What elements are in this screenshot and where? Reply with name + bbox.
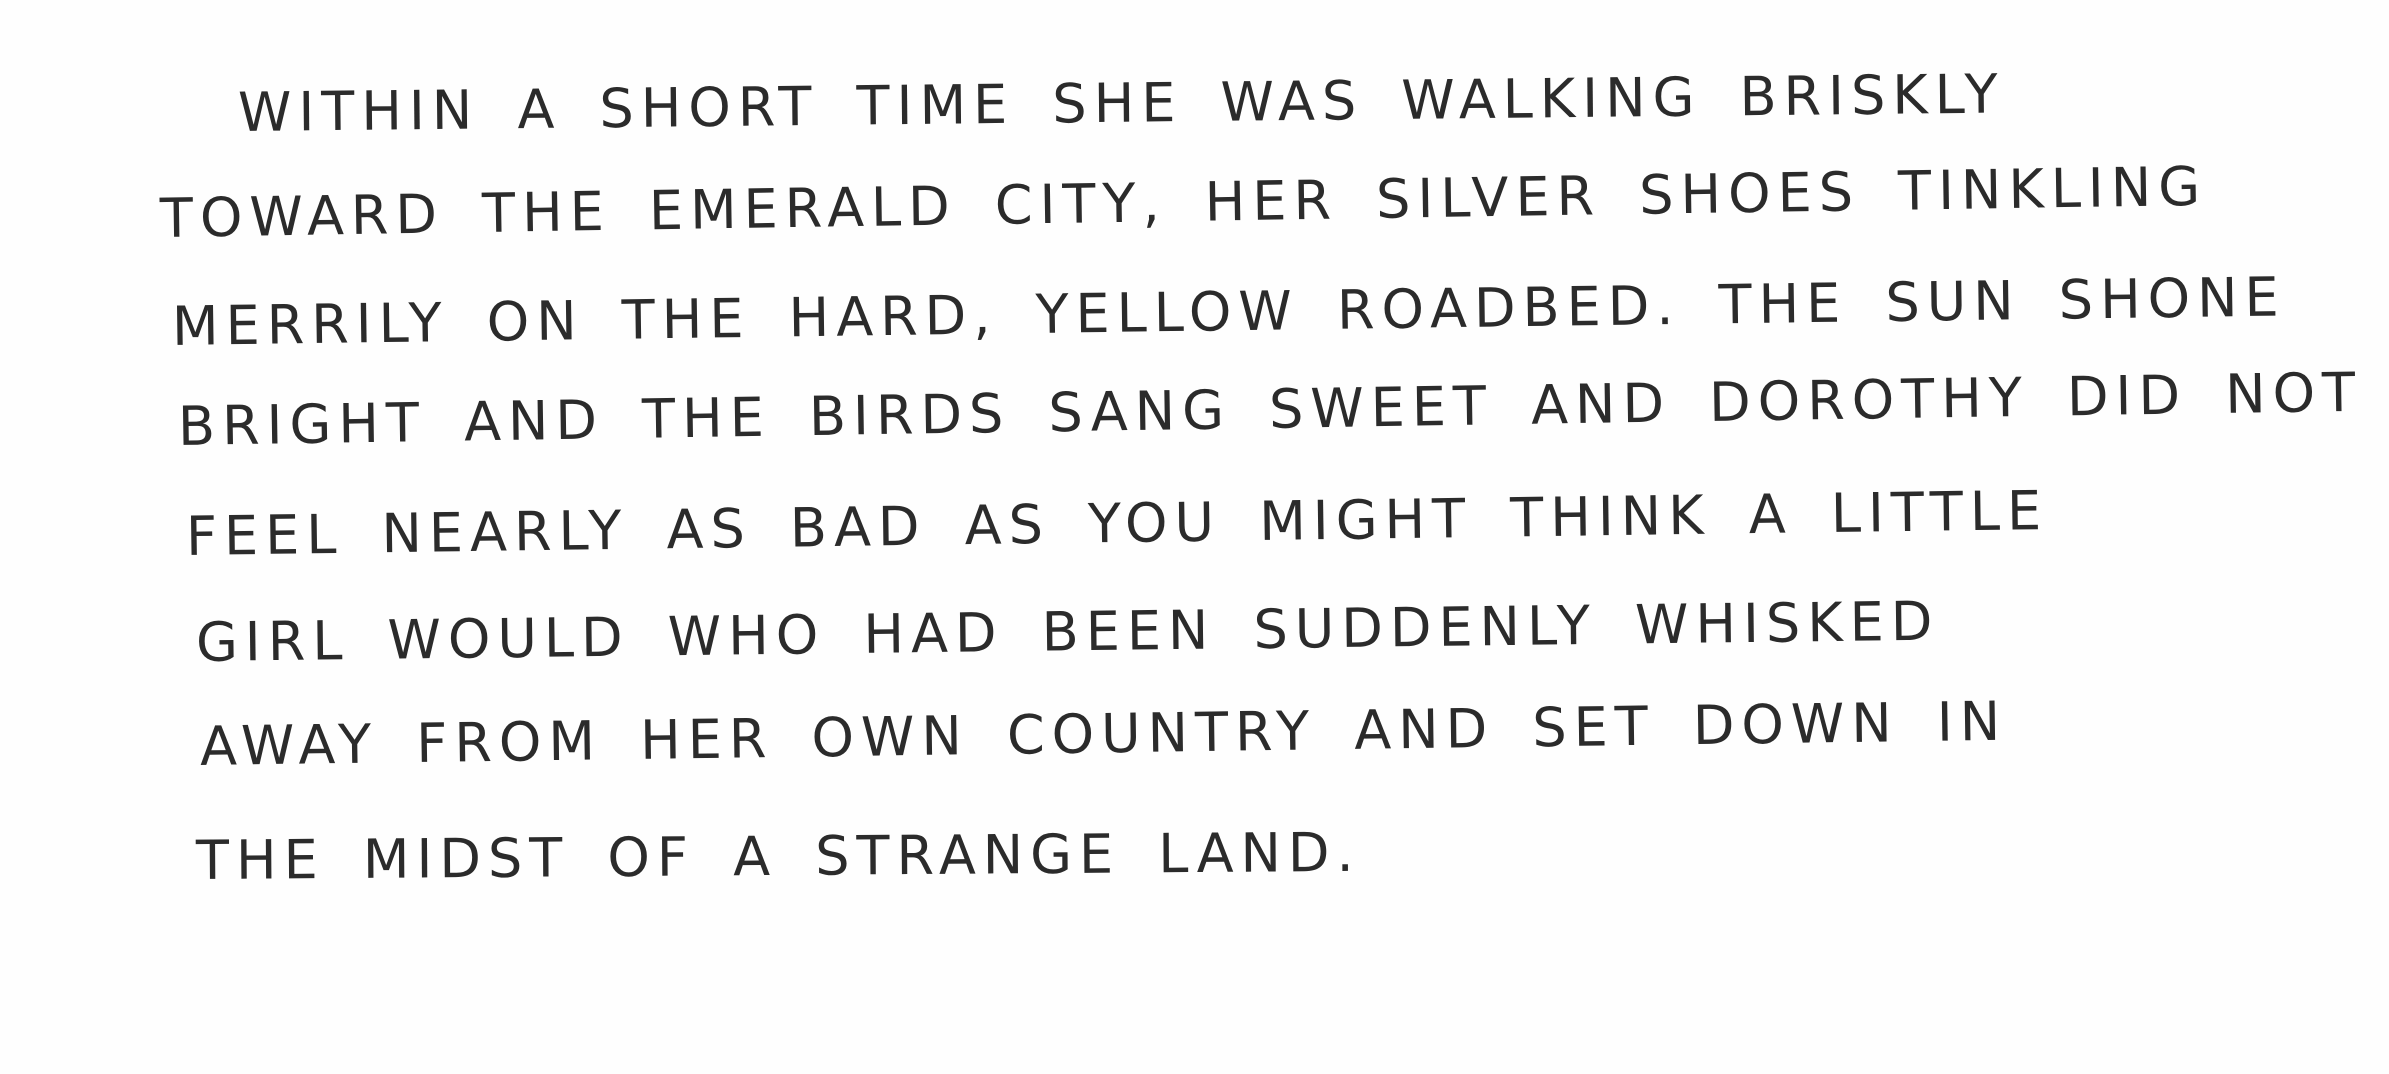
text-line-4: BRIGHT AND THE BIRDS SANG SWEET AND DOROTHY DID NOT [177, 360, 2363, 458]
text-line-2: TOWARD THE EMERALD CITY, HER SILVER SHOES TINKLING [159, 154, 2208, 250]
text-line-5: FEEL NEARLY AS BAD AS YOU MIGHT THINK A LITTLE [185, 479, 2049, 568]
text-line-6: GIRL WOULD WHO HAD BEEN SUDDENLY WHISKED [195, 589, 1940, 674]
text-line-8: THE MIDST OF A STRANGE LAND. [195, 820, 1361, 892]
text-line-1: WITHIN A SHORT TIME SHE WAS WALKING BRISKLY [237, 62, 2005, 144]
text-line-3: MERRILY ON THE HARD, YELLOW ROADBED. THE SUN SHONE [171, 265, 2287, 358]
text-line-7: AWAY FROM HER OWN COUNTRY AND SET DOWN IN [199, 689, 2008, 778]
